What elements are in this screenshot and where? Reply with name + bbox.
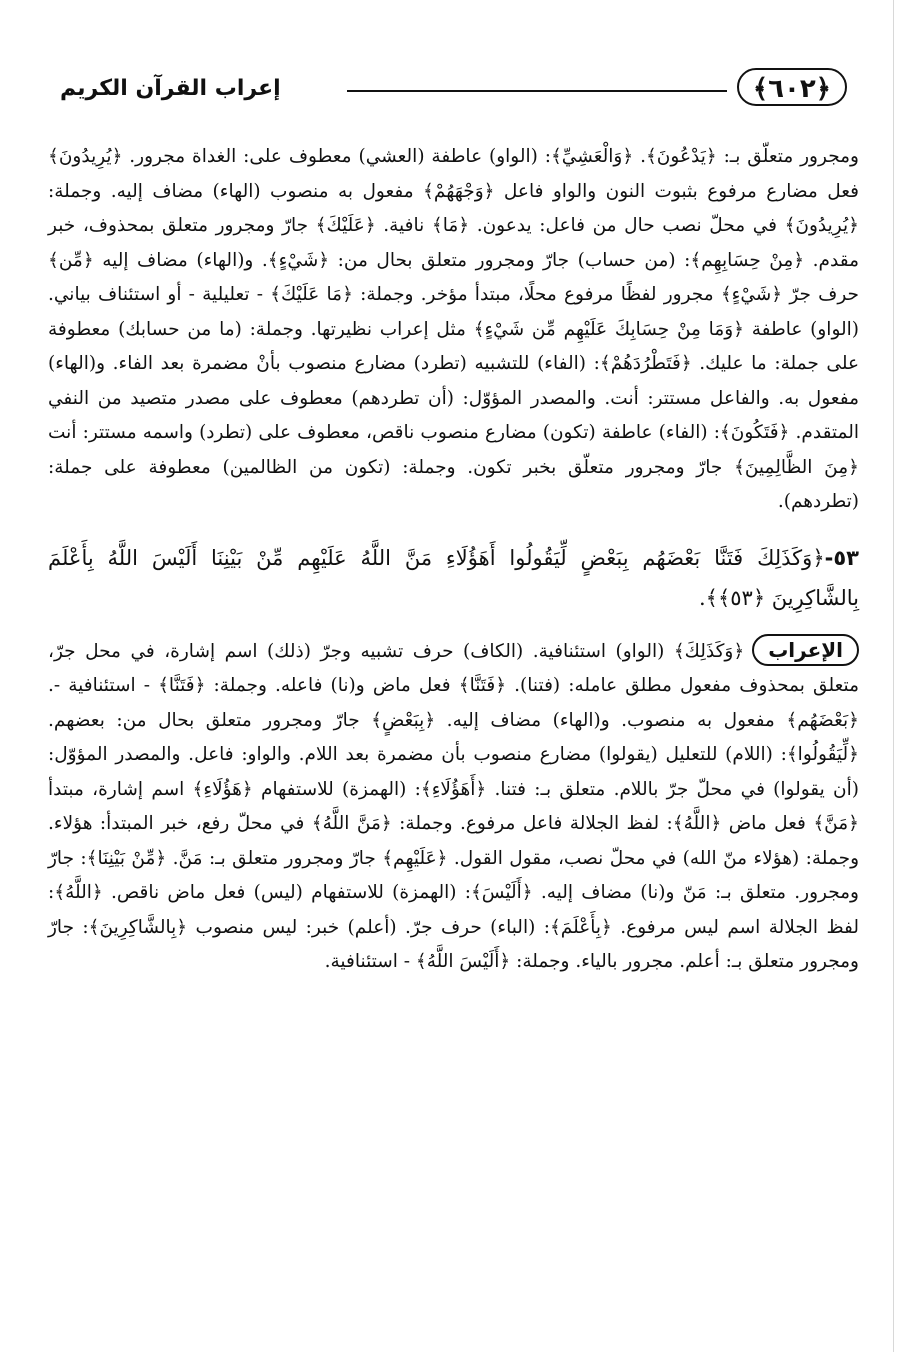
verse-number: ٥٣-	[824, 545, 859, 570]
page-header	[60, 62, 847, 114]
paragraph-1: ومجرور متعلّق بـ: ﴿يَدْعُونَ﴾. ﴿وَالْعَشِيِّ﴾: (الواو) عاطفة (العشي) معطوف على: الغداة مجرور. ﴿يُرِيدُونَ﴾ فعل مضارع مرفوع بثبوت النون والواو فاعل ﴿وَجْهَهُمْ﴾ مفعول به منصوب (الهاء) مضاف إليه. وجملة: ﴿يُرِيدُونَ﴾ في محلّ نصب حال من فاعل: يدعون. ﴿مَا﴾ نافية. ﴿عَلَيْكَ﴾ جارّ ومجرور متعلق بمحذوف، خبر مقدم. ﴿مِنْ حِسَابِهِم﴾: (من حساب) جارّ ومجرور متعلق بحال من: ﴿شَيْءٍ﴾. و(الهاء) مضاف إليه ﴿مِّن﴾ حرف جرّ ﴿شَيْءٍ﴾ مجرور لفظًا مرفوع محلًا، مبتدأ مؤخر. وجملة: ﴿مَا عَلَيْكَ﴾ - تعليلية - أو استئناف بياني. (الواو) عاطفة ﴿وَمَا مِنْ حِسَابِكَ عَلَيْهِم مِّن شَيْءٍ﴾ مثل إعراب نظيرتها. وجملة: (ما من حسابك) معطوفة على جملة: ما عليك. ﴿فَتَطْرُدَهُمْ﴾: (الفاء) للتشبيه (تطرد) مضارع منصوب بأنْ مضمرة بعد الفاء. و(الهاء) مفعول به. والفاعل مستتر: أنت. والمصدر المؤوّل: (أن تطردهم) معطوف على مصدر متصيد من النفي المتقدم. ﴿فَتَكُونَ﴾: (الفاء) عاطفة (تكون) مضارع منصوب ناقص، معطوف على (تطرد) واسمه مستتر: أنت ﴿مِنَ الظَّالِمِينَ﴾ جارّ ومجرور متعلّق بخبر تكون. وجملة: (تكون من الظالمين) معطوفة على جملة: (تطردهم).	[48, 146, 859, 512]
page-number: ﴿٦٠٢﴾	[737, 68, 847, 106]
verse-text: ﴿وَكَذَلِكَ فَتَنَّا بَعْضَهُم بِبَعْضٍ لِّيَقُولُوا أَهَؤُلَاءِ مَنَّ اللَّهُ عَلَيْهِم مِّنْ بَيْنِنَا أَلَيْسَ اللَّهُ بِأَعْلَمَ بِالشَّاكِرِينَ ﴿٥٣﴾﴾.	[48, 545, 859, 610]
page-body	[48, 140, 859, 980]
book-title: إعراب القرآن الكريم	[60, 76, 281, 101]
irab-label: الإعراب	[752, 634, 859, 666]
verse-53	[48, 538, 859, 618]
binding-edge	[893, 0, 894, 1352]
paragraph-2	[48, 634, 859, 980]
header-rule	[347, 90, 727, 92]
paragraph-2-text: ﴿وَكَذَلِكَ﴾ (الواو) استئنافية. (الكاف) حرف تشبيه وجرّ (ذلك) اسم إشارة، في محل جرّ، متعلق بمحذوف مفعول مطلق عامله: (فتنا). ﴿فَتَنَّا﴾ فعل ماض و(نا) فاعله. وجملة: ﴿فَتَنَّا﴾ - استئنافية -. ﴿بَعْضَهُم﴾ مفعول به منصوب. و(الهاء) مضاف إليه. ﴿بِبَعْضٍ﴾ جارّ ومجرور متعلق بحال من: بعضهم. ﴿لِّيَقُولُوا﴾: (اللام) للتعليل (يقولوا) مضارع منصوب بأن مضمرة بعد اللام. والواو: فاعل. والمصدر المؤوّل: (أن يقولوا) في محلّ جرّ باللام. متعلق بـ: فتنا. ﴿أَهَؤُلَاءِ﴾: (الهمزة) للاستفهام ﴿هَؤُلَاءِ﴾ اسم إشارة، مبتدأ ﴿مَنَّ﴾ فعل ماض ﴿اللَّهُ﴾: لفظ الجلالة فاعل مرفوع. وجملة: ﴿مَنَّ اللَّهُ﴾ في محلّ رفع، خبر المبتدأ: هؤلاء. وجملة: (هؤلاء منّ الله) في محلّ نصب، مقول القول. ﴿عَلَيْهِم﴾ جارّ ومجرور متعلق بـ: مَنَّ. ﴿مِّنْ بَيْنِنَا﴾: جارّ ومجرور. متعلق بـ: مَنّ و(نا) مضاف إليه. ﴿أَلَيْسَ﴾: (الهمزة) للاستفهام (ليس) فعل ماض ناقص. ﴿اللَّهُ﴾: لفظ الجلالة اسم ليس مرفوع. ﴿بِأَعْلَمَ﴾: (الباء) حرف جرّ. (أعلم) خبر: ليس منصوب ﴿بِالشَّاكِرِينَ﴾: جارّ ومجرور متعلق بـ: أعلم. مجرور بالياء. وجملة: ﴿أَلَيْسَ اللَّهُ﴾ - استئنافية.	[48, 640, 859, 972]
